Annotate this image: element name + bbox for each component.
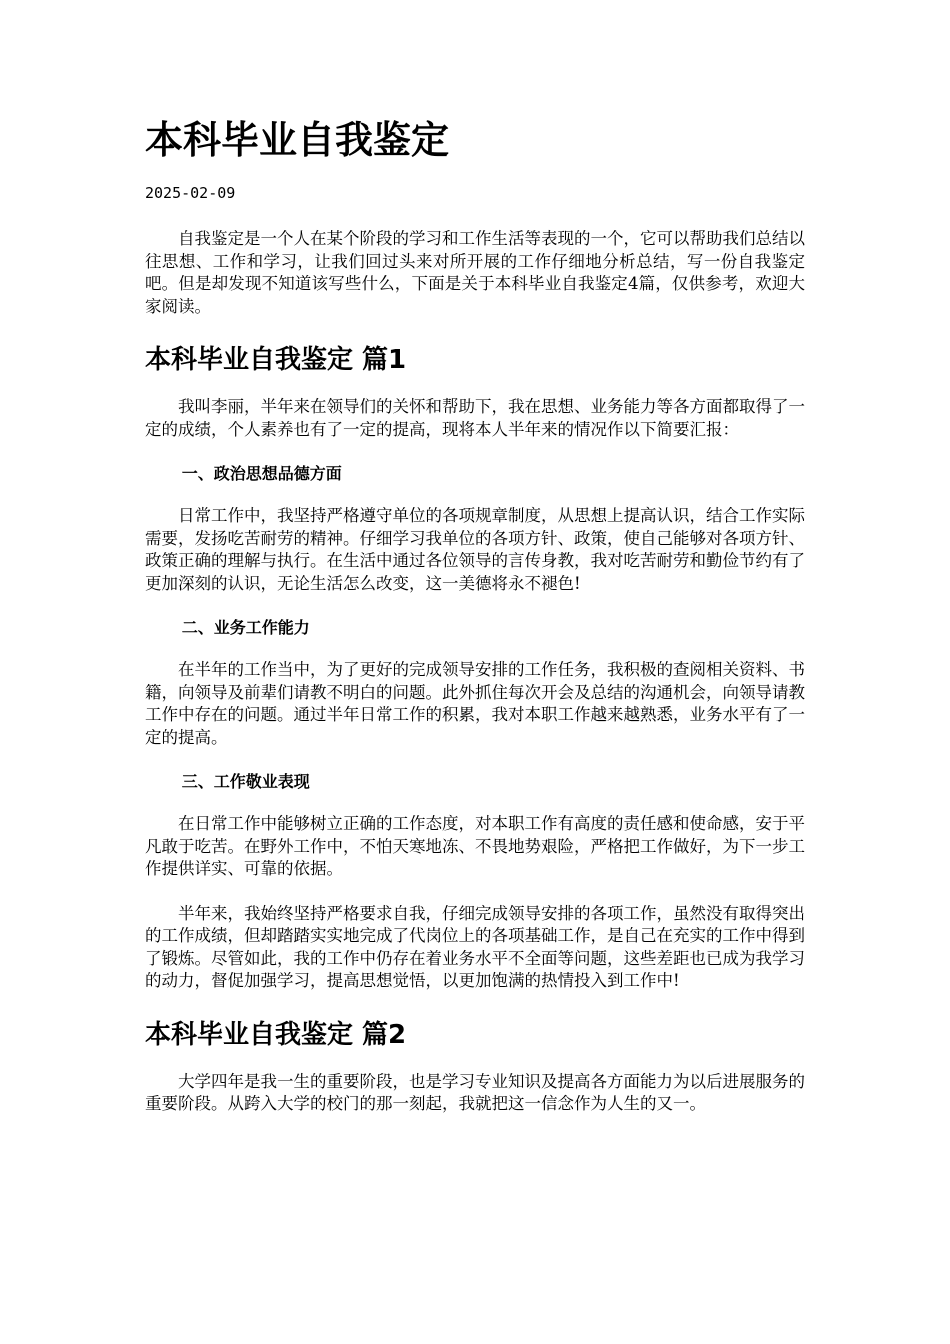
section-1-heading: 本科毕业自我鉴定 篇1 (145, 345, 407, 375)
section-2-heading: 本科毕业自我鉴定 篇2 (145, 1019, 407, 1050)
section-1-subheading-3: 三、工作敬业表现 (181, 772, 310, 791)
document-title: 本科毕业自我鉴定 (145, 118, 450, 162)
section-1-paragraph-4: 在日常工作中能够树立正确的工作态度，对本职工作有高度的责任感和使命感，安于平凡敢于吃苦。在野外工作中，不怕天寒地冻、不畏地势艰险，严格把工作做好，为下一步工作提供详实、可靠的依据。 (145, 814, 805, 878)
document-page (145, 112, 805, 1116)
section-2-paragraph-1: 大学四年是我一生的重要阶段，也是学习专业知识及提高各方面能力为以后进展服务的重要阶段。从跨入大学的校门的那一刻起，我就把这一信念作为人生的又一。 (145, 1071, 805, 1113)
document-date: 2025-02-09 (145, 184, 236, 202)
section-1-paragraph-3: 在半年的工作当中，为了更好的完成领导安排的工作任务，我积极的查阅相关资料、书籍，向领导及前辈们请教不明白的问题。此外抓住每次开会及总结的沟通机会，向领导请教工作中存在的问题。通过半年日常工作的积累，我对本职工作越来越熟悉，业务水平有了一定的提高。 (145, 660, 805, 747)
section-1-paragraph-1: 我叫李丽，半年来在领导们的关怀和帮助下，我在思想、业务能力等各方面都取得了一定的成绩，个人素养也有了一定的提高，现将本人半年来的情况作以下简要汇报： (145, 397, 805, 439)
section-1-paragraph-2: 日常工作中，我坚持严格遵守单位的各项规章制度，从思想上提高认识，结合工作实际需要，发扬吃苦耐劳的精神。仔细学习我单位的各项方针、政策，使自己能够对各项方针、政策正确的理解与执行。在生活中通过各位领导的言传身教，我对吃苦耐劳和勤俭节约有了更加深刻的认识，无论生活怎么改变，这一美德将永不褪色! (145, 506, 805, 593)
section-1-subheading-1: 一、政治思想品德方面 (181, 464, 342, 483)
section-1-paragraph-5: 半年来，我始终坚持严格要求自我，仔细完成领导安排的各项工作，虽然没有取得突出的工作成绩，但却踏踏实实地完成了代岗位上的各项基础工作，是自己在充实的工作中得到了锻炼。尽管如此，我的工作中仍存在着业务水平不全面等问题，这些差距也已成为我学习的动力，督促加强学习，提高思想觉悟，以更加饱满的热情投入到工作中! (145, 903, 805, 990)
intro-paragraph: 自我鉴定是一个人在某个阶段的学习和工作生活等表现的一个，它可以帮助我们总结以往思想、工作和学习，让我们回过头来对所开展的工作仔细地分析总结，写一份自我鉴定吧。但是却发现不知道该写些什么，下面是关于本科毕业自我鉴定4篇，仅供参考，欢迎大家阅读。 (145, 229, 805, 316)
section-1-subheading-2: 二、业务工作能力 (181, 618, 310, 637)
